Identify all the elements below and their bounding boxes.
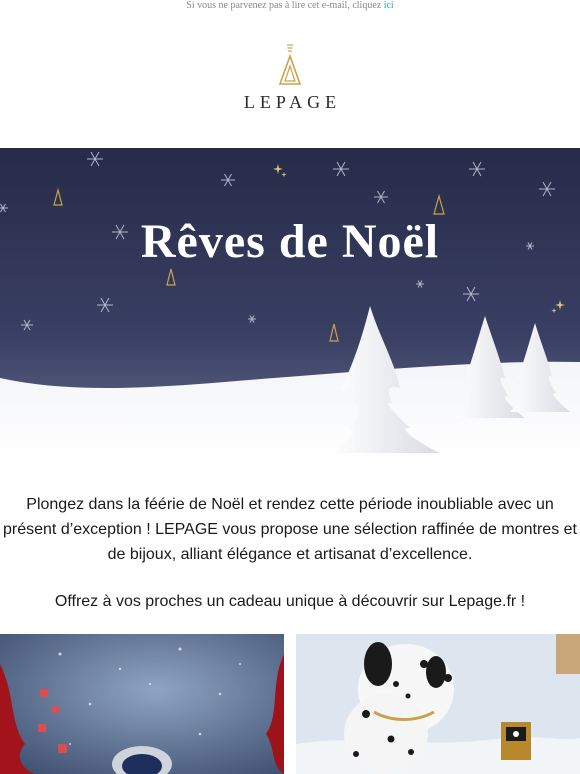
brand-logo[interactable] <box>0 44 580 114</box>
hero-illustration <box>0 148 580 464</box>
intro-paragraph-2: Offrez à vos proches un cadeau unique à découvrir sur Lepage.fr ! <box>54 593 526 610</box>
brand-name: LEPAGE <box>243 92 342 112</box>
product-card-watch[interactable] <box>0 634 284 774</box>
product-card-jewelry[interactable] <box>296 634 580 774</box>
watch-gift-image <box>0 634 284 774</box>
hero-title: Rêves de Noël <box>140 215 440 268</box>
triangle-monogram-icon <box>278 44 302 86</box>
preheader-text: Si vous ne parvenez pas à lire cet e-mail, cliquez <box>186 0 384 11</box>
dalmatian-jewelry-image <box>296 634 580 774</box>
preheader <box>0 0 580 14</box>
intro-text <box>0 492 580 636</box>
preheader-link[interactable]: ici <box>383 0 394 11</box>
intro-paragraph-1: Plongez dans la féérie de Noël et rendez cette période inoubliable avec un présent d’exception ! LEPAGE vous propose une sélection raffinée de montres et de bijoux, alliant élégance et artisanat d’excellence. <box>3 496 577 563</box>
hero-banner[interactable] <box>0 148 580 464</box>
